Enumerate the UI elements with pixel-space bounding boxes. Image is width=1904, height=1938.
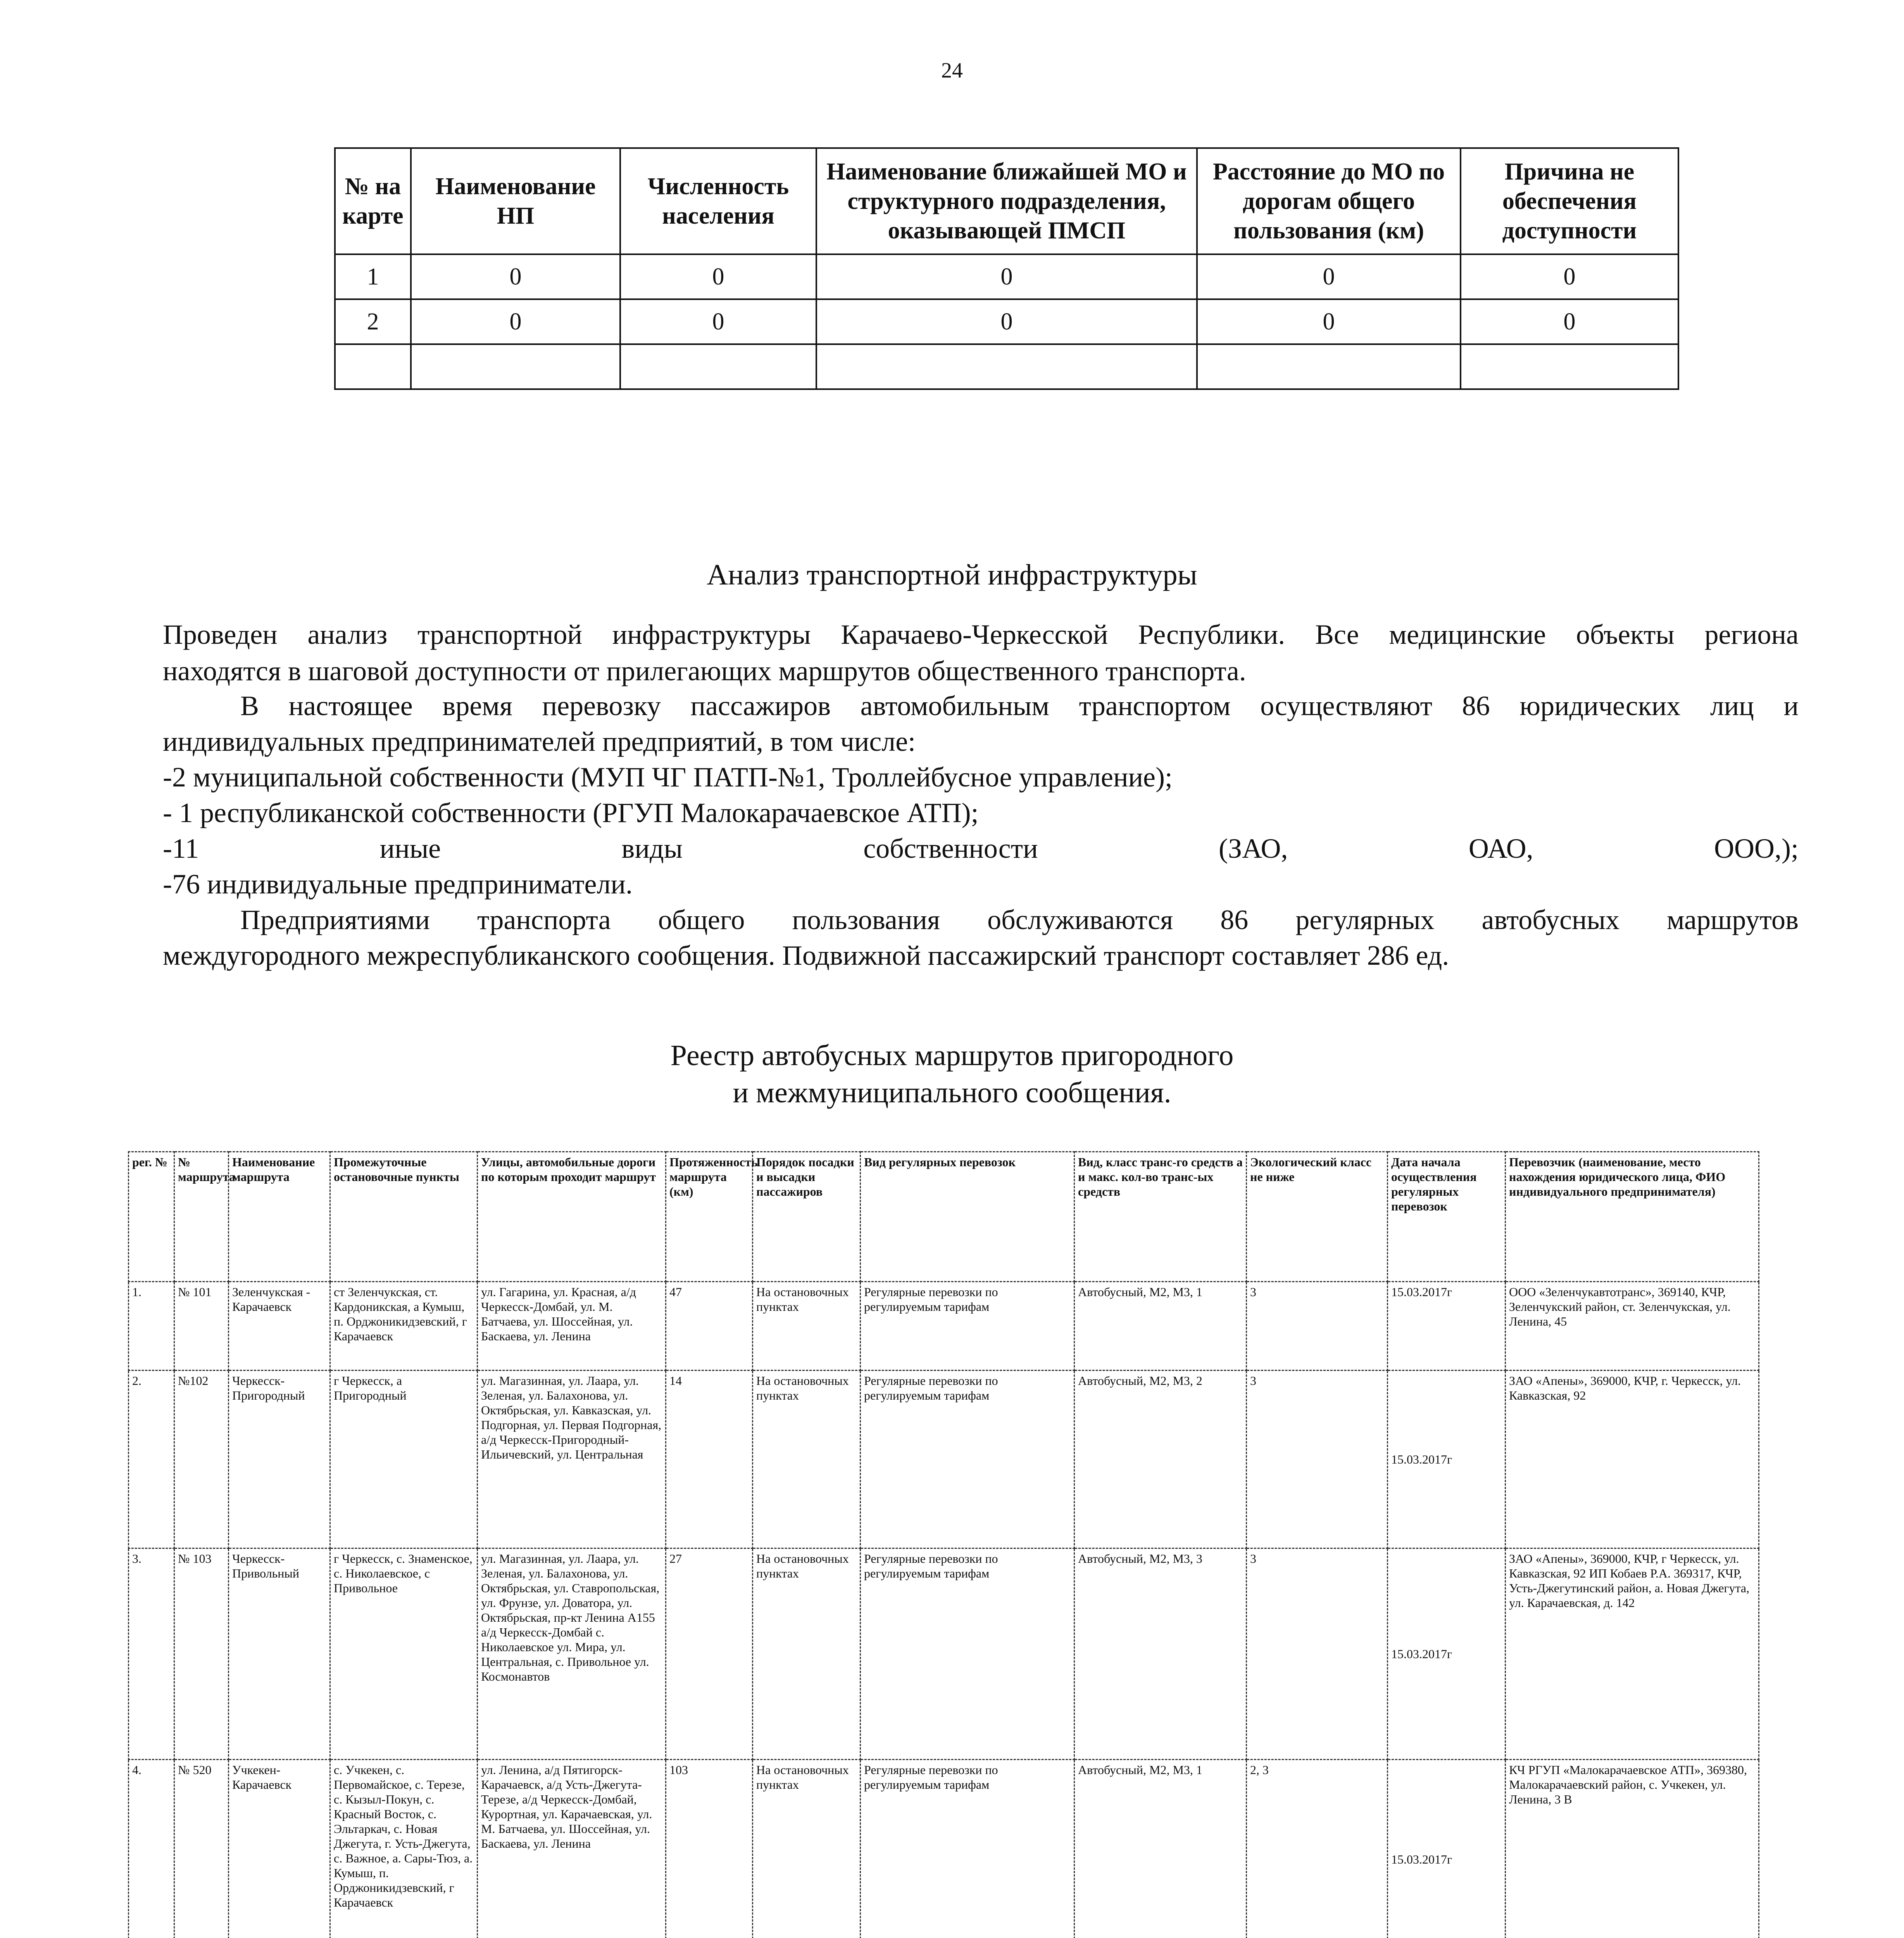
boarding-order: На остановочных пунктах: [753, 1760, 861, 1938]
column-header: Наименование НП: [411, 148, 620, 254]
column-header: Дата начала осуществления регулярных перевозок: [1388, 1152, 1506, 1282]
route-streets: ул. Гагарина, ул. Красная, а/д Черкесск-Домбай, ул. М. Батчаева, ул. Шоссейная, ул. Баскаева, ул. Ленина: [478, 1282, 666, 1371]
column-header: Вид, класс транс-го средств а и макс. кол-во транс-ых средств: [1074, 1152, 1247, 1282]
column-header: Наименование ближайшей МО и структурного подразделения, оказывающей ПМСП: [816, 148, 1197, 254]
paragraph-2-line-2: индивидуальных предпринимателей предприятий, в том числе:: [163, 726, 916, 757]
table-cell: 0: [1461, 299, 1678, 344]
ownership-line-1: -2 муниципальной собственности (МУП ЧГ ПАТП-№1, Троллейбусное управление);: [163, 762, 1173, 793]
start-date: 15.03.2017г: [1388, 1282, 1506, 1371]
table-cell: [411, 344, 620, 389]
boarding-order: На остановочных пунктах: [753, 1371, 861, 1548]
route-streets: ул. Ленина, а/д Пятигорск-Карачаевск, а/д Усть-Джегута-Терезе, а/д Черкесск-Домбай, Курортная, ул. Карачаевская, ул. М. Батчаева, ул. Шоссейная, ул. Баскаева, ул. Ленина: [478, 1760, 666, 1938]
route-length: 27: [666, 1548, 753, 1760]
table-row: [335, 344, 1678, 389]
eco-class: 3: [1247, 1282, 1388, 1371]
column-header: Улицы, автомобильные дороги по которым проходит маршрут: [478, 1152, 666, 1282]
registry-header-row: [129, 1152, 1759, 1282]
table-row: [129, 1282, 1759, 1371]
table-cell: 0: [1197, 254, 1461, 299]
table-cell: 0: [620, 254, 816, 299]
start-date: 15.03.2017г: [1388, 1371, 1506, 1548]
column-header: Вид регулярных перевозок: [861, 1152, 1074, 1282]
table-header-row: [335, 148, 1678, 254]
paragraph-1-line-1: Проведен анализ транспортной инфраструктуры Карачаево-Черкесской Республики. Все медицинские объекты региона: [163, 619, 1799, 650]
eco-class: 3: [1247, 1548, 1388, 1760]
boarding-order: На остановочных пунктах: [753, 1548, 861, 1760]
table-cell: 1: [335, 254, 411, 299]
table-cell: [1461, 344, 1678, 389]
route-number: № 101: [174, 1282, 229, 1371]
route-length: 103: [666, 1760, 753, 1938]
table-cell: 0: [411, 299, 620, 344]
route-stops: г Черкесск, а Пригородный: [330, 1371, 478, 1548]
paragraph-3-line-1: Предприятиями транспорта общего пользования обслуживаются 86 регулярных автобусных маршрутов: [240, 904, 1799, 935]
analysis-title: Анализ транспортной инфраструктуры: [707, 559, 1197, 591]
table-row: [129, 1548, 1759, 1760]
table-cell: [1197, 344, 1461, 389]
eco-class: 3: [1247, 1371, 1388, 1548]
table-cell: [335, 344, 411, 389]
registry-table: [128, 1151, 1759, 1938]
table-row: [335, 299, 1678, 344]
table-cell: 2: [335, 299, 411, 344]
route-streets: ул. Магазинная, ул. Лаара, ул. Зеленая, ул. Балахонова, ул. Октябрьская, ул. Ставропольская, ул. Фрунзе, ул. Доватора, ул. Октябрьская, пр-кт Ленина А155 а/д Черкесск-Домбай с. Николаевское ул. Мира, ул. Центральная, с. Привольное ул. Космонавтов: [478, 1548, 666, 1760]
transport-kind: Регулярные перевозки по регулируемым тарифам: [861, 1282, 1074, 1371]
vehicle-class: Автобусный, М2, М3, 3: [1074, 1548, 1247, 1760]
transport-kind: Регулярные перевозки по регулируемым тарифам: [861, 1760, 1074, 1938]
column-header: Численность населения: [620, 148, 816, 254]
carrier: ЗАО «Апены», 369000, КЧР, г Черкесск, ул. Кавказская, 92 ИП Кобаев Р.А. 369317, КЧР, Усть-Джегутинский район, а. Новая Джегута, ул. Карачаевская, д. 142: [1506, 1548, 1759, 1760]
table-row: [335, 254, 1678, 299]
carrier: ЗАО «Апены», 369000, КЧР, г. Черкесск, ул. Кавказская, 92: [1506, 1371, 1759, 1548]
transport-kind: Регулярные перевозки по регулируемым тарифам: [861, 1371, 1074, 1548]
registry-title-line-2: и межмуниципального сообщения.: [733, 1076, 1171, 1109]
route-stops: с. Учкекен, с. Первомайское, с. Терезе, с. Кызыл-Покун, с. Красный Восток, с. Эльтаркач, с. Новая Джегута, г. Усть-Джегута, с. Важное, а. Сары-Тюз, а. Кумыш, п. Орджоникидзевский, г Карачаевск: [330, 1760, 478, 1938]
column-header: рег. №: [129, 1152, 174, 1282]
route-number: №102: [174, 1371, 229, 1548]
column-header: № маршрута: [174, 1152, 229, 1282]
table-cell: [620, 344, 816, 389]
route-stops: г Черкесск, с. Знаменское, с. Николаевское, с Привольное: [330, 1548, 478, 1760]
column-header: № на карте: [335, 148, 411, 254]
reg-number: 1.: [129, 1282, 174, 1371]
table-row: [129, 1371, 1759, 1548]
carrier: ООО «Зеленчукавтотранс», 369140, КЧР, Зеленчукский район, ст. Зеленчукская, ул. Ленина, 45: [1506, 1282, 1759, 1371]
carrier: КЧ РГУП «Малокарачаевское АТП», 369380, Малокарачаевский район, с. Учкекен, ул. Ленина, 3 В: [1506, 1760, 1759, 1938]
route-streets: ул. Магазинная, ул. Лаара, ул. Зеленая, ул. Балахонова, ул. Октябрьская, ул. Кавказская, ул. Подгорная, ул. Первая Подгорная, а/д Черкесск-Пригородный-Ильичевский, ул. Центральная: [478, 1371, 666, 1548]
route-length: 47: [666, 1282, 753, 1371]
boarding-order: На остановочных пунктах: [753, 1282, 861, 1371]
route-name: Учкекен-Карачаевск: [229, 1760, 330, 1938]
table-cell: 0: [620, 299, 816, 344]
reg-number: 4.: [129, 1760, 174, 1938]
vehicle-class: Автобусный, М2, М3, 1: [1074, 1760, 1247, 1938]
paragraph-2-line-1: В настоящее время перевозку пассажиров автомобильным транспортом осуществляют 86 юридических лиц и: [240, 690, 1799, 721]
table-cell: [816, 344, 1197, 389]
table-row: [129, 1760, 1759, 1938]
ownership-line-4: -76 индивидуальные предприниматели.: [163, 869, 633, 900]
route-length: 14: [666, 1371, 753, 1548]
ownership-line-2: - 1 республиканской собственности (РГУП Малокарачаевское АТП);: [163, 797, 979, 828]
reg-number: 3.: [129, 1548, 174, 1760]
registry-title-line-1: Реестр автобусных маршрутов пригородного: [670, 1039, 1234, 1072]
column-header: Перевозчик (наименование, место нахождения юридического лица, ФИО индивидуального предпринимателя): [1506, 1152, 1759, 1282]
reg-number: 2.: [129, 1371, 174, 1548]
transport-kind: Регулярные перевозки по регулируемым тарифам: [861, 1548, 1074, 1760]
table-cell: 0: [816, 254, 1197, 299]
page-number: 24: [941, 59, 963, 83]
column-header: Промежуточные остановочные пункты: [330, 1152, 478, 1282]
paragraph-3-line-2: междугородного межреспубликанского сообщения. Подвижной пассажирский транспорт составляет 286 ед.: [163, 940, 1449, 971]
column-header: Расстояние до МО по дорогам общего пользования (км): [1197, 148, 1461, 254]
column-header: Причина не обеспечения доступности: [1461, 148, 1678, 254]
ownership-line-3: -11 иные виды собственности (ЗАО, ОАО, ООО,);: [163, 833, 1799, 864]
eco-class: 2, 3: [1247, 1760, 1388, 1938]
route-number: № 520: [174, 1760, 229, 1938]
route-number: № 103: [174, 1548, 229, 1760]
column-header: Порядок посадки и высадки пассажиров: [753, 1152, 861, 1282]
vehicle-class: Автобусный, М2, М3, 2: [1074, 1371, 1247, 1548]
vehicle-class: Автобусный, М2, М3, 1: [1074, 1282, 1247, 1371]
start-date: 15.03.2017г: [1388, 1548, 1506, 1760]
table-cell: 0: [816, 299, 1197, 344]
column-header: Наименование маршрута: [229, 1152, 330, 1282]
route-name: Зеленчукская - Карачаевск: [229, 1282, 330, 1371]
table-cell: 0: [1197, 299, 1461, 344]
paragraph-1-line-2: находятся в шаговой доступности от прилегающих маршрутов общественного транспорта.: [163, 655, 1246, 686]
route-name: Черкесск-Пригородный: [229, 1371, 330, 1548]
start-date: 15.03.2017г: [1388, 1760, 1506, 1938]
table-cell: 0: [1461, 254, 1678, 299]
route-stops: ст Зеленчукская, ст. Кардоникская, а Кумыш, п. Орджоникидзевский, г Карачаевск: [330, 1282, 478, 1371]
column-header: Экологический класс не ниже: [1247, 1152, 1388, 1282]
table-cell: 0: [411, 254, 620, 299]
accessibility-table: [334, 147, 1679, 390]
route-name: Черкесск-Привольный: [229, 1548, 330, 1760]
column-header: Протяженность маршрута (км): [666, 1152, 753, 1282]
